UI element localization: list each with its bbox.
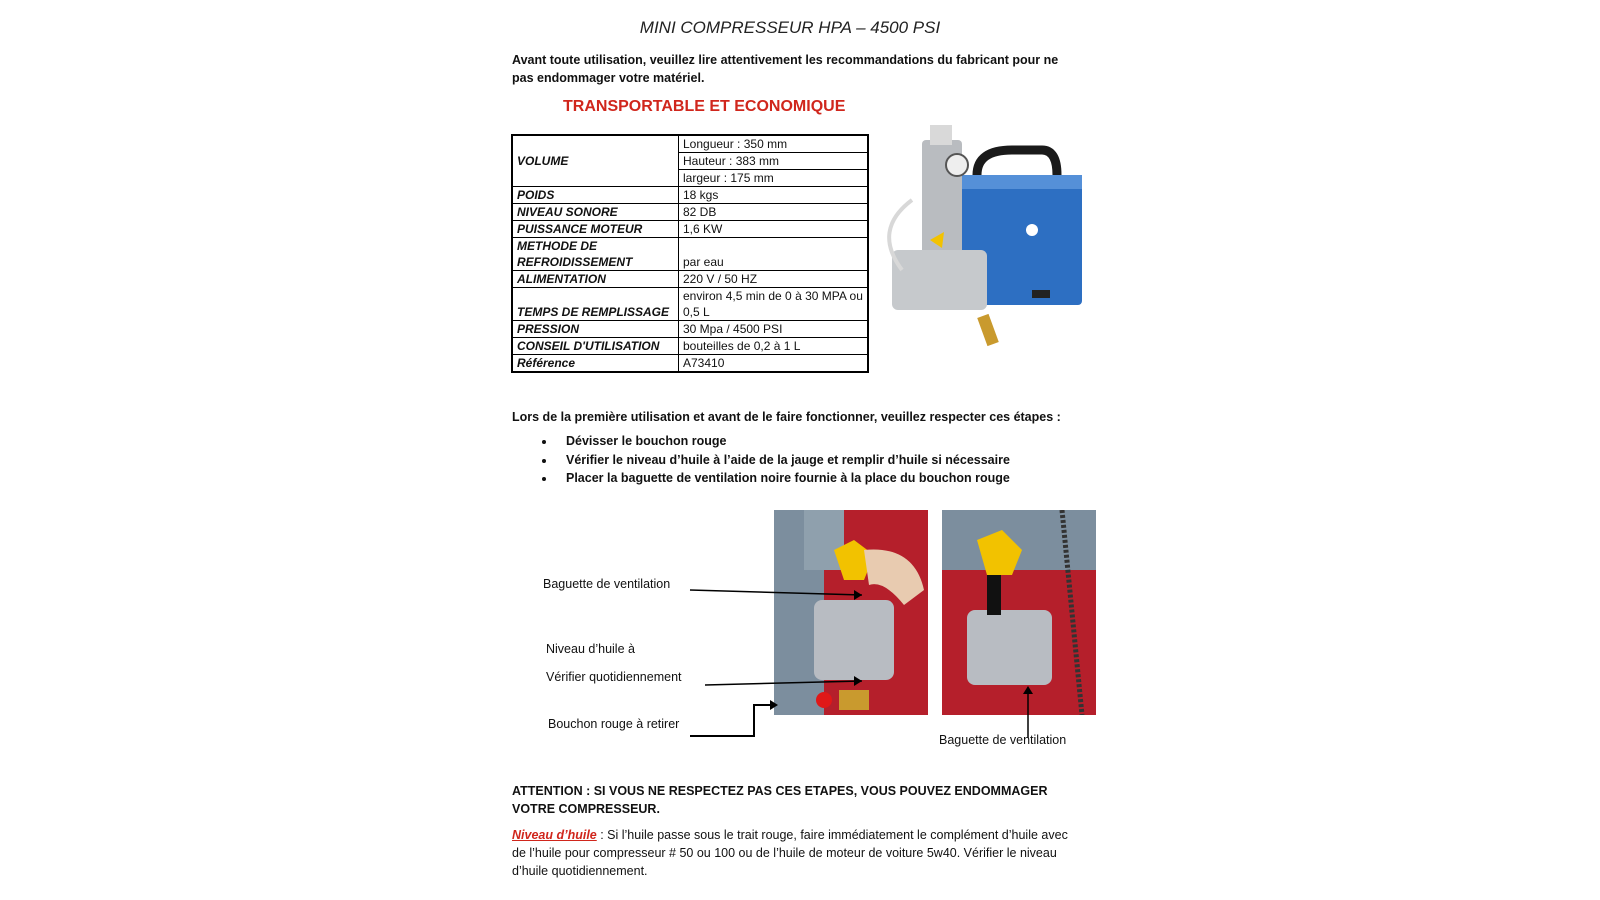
- spec-value: environ 4,5 min de 0 à 30 MPA ou 0,5 L: [679, 288, 869, 321]
- spec-value: 18 kgs: [679, 187, 869, 204]
- steps-intro: Lors de la première utilisation et avant de le faire fonctionner, veuillez respecter ces étapes :: [512, 410, 1061, 424]
- intro-text: Avant toute utilisation, veuillez lire attentivement les recommandations du fabricant pour ne pas endommager votre matériel.: [512, 53, 1059, 85]
- oil-level-text: : Si l’huile passe sous le trait rouge, faire immédiatement le complément d’huile avec de l’huile pour compresseur # 50 ou 100 ou de l’huile de moteur de voiture 5w40. Vérifier le niveau d’huile quotidiennement.: [512, 828, 1068, 878]
- spec-label: TEMPS DE REMPLISSAGE: [512, 288, 679, 321]
- spec-label: ALIMENTATION: [512, 271, 679, 288]
- spec-value: par eau: [679, 238, 869, 271]
- callout-niveau-2: Vérifier quotidiennement: [546, 670, 682, 684]
- spec-value: largeur : 175 mm: [679, 170, 869, 187]
- spec-label: PRESSION: [512, 321, 679, 338]
- document-title: MINI COMPRESSEUR HPA – 4500 PSI: [639, 18, 941, 37]
- spec-label: POIDS: [512, 187, 679, 204]
- callout-bouchon: Bouchon rouge à retirer: [548, 717, 680, 731]
- callout-arrows: [680, 570, 1100, 760]
- spec-label: METHODE DE REFROIDISSEMENT: [512, 238, 679, 271]
- table-row: [512, 221, 868, 238]
- compressor-product-image: [882, 120, 1102, 355]
- spec-value: 220 V / 50 HZ: [679, 271, 869, 288]
- list-item: • Vérifier le niveau d’huile à l’aide de la jauge et remplir d’huile si nécessaire: [556, 451, 1010, 470]
- table-row: [512, 321, 868, 338]
- steps-list: [512, 432, 1010, 488]
- list-item: • Placer la baguette de ventilation noire fournie à la place du bouchon rouge: [556, 469, 1010, 488]
- table-row: [512, 187, 868, 204]
- list-item: • Dévisser le bouchon rouge: [556, 432, 1010, 451]
- spec-value: A73410: [679, 355, 869, 373]
- spec-label-volume: VOLUME: [512, 135, 679, 187]
- attention-warning: ATTENTION : SI VOUS NE RESPECTEZ PAS CES ETAPES, VOUS POUVEZ ENDOMMAGER VOTRE COMPRESSEUR.: [512, 784, 1048, 816]
- callout-niveau-1: Niveau d’huile à: [546, 642, 635, 656]
- table-row: [512, 238, 868, 271]
- spec-label: Référence: [512, 355, 679, 373]
- table-row: [512, 355, 868, 373]
- table-row: [512, 338, 868, 355]
- table-row: [512, 204, 868, 221]
- oil-level-heading: Niveau d’huile: [512, 828, 597, 842]
- spec-value: 30 Mpa / 4500 PSI: [679, 321, 869, 338]
- oil-level-note: [512, 826, 1072, 880]
- spec-value: 82 DB: [679, 204, 869, 221]
- spec-label: NIVEAU SONORE: [512, 204, 679, 221]
- table-row: [512, 271, 868, 288]
- spec-value: Longueur : 350 mm: [679, 135, 869, 153]
- spec-value: bouteilles de 0,2 à 1 L: [679, 338, 869, 355]
- callout-baguette: Baguette de ventilation: [543, 577, 671, 591]
- table-row: [512, 288, 868, 321]
- spec-label: PUISSANCE MOTEUR: [512, 221, 679, 238]
- callout-baguette-2: Baguette de ventilation: [939, 733, 1067, 747]
- spec-label: CONSEIL D'UTILISATION: [512, 338, 679, 355]
- subtitle: TRANSPORTABLE ET ECONOMIQUE: [563, 98, 846, 115]
- spec-value: Hauteur : 383 mm: [679, 153, 869, 170]
- table-row: [512, 135, 868, 153]
- spec-table: [511, 134, 869, 373]
- spec-value: 1,6 KW: [679, 221, 869, 238]
